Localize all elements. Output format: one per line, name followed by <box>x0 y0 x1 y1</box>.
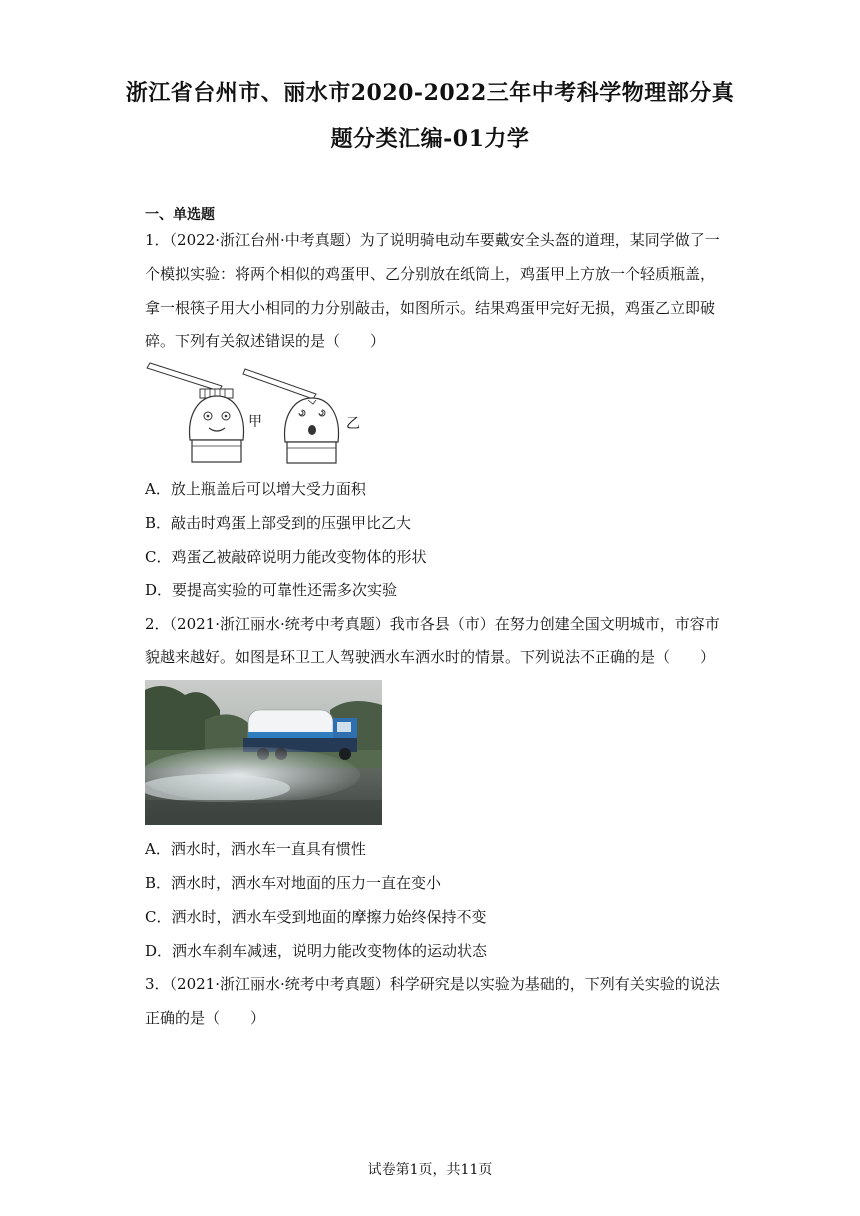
q1-text-line: 碎。下列有关叙述错误的是（ ） <box>145 332 386 350</box>
q1-option-a: A．放上瓶盖后可以增大受力面积 <box>145 480 366 498</box>
paper-tube-right <box>287 442 336 463</box>
egg-jia <box>190 396 244 440</box>
document-title-line-2: 题分类汇编-01力学 <box>330 126 530 152</box>
document-title-line-1: 浙江省台州市、丽水市2020-2022三年中考科学物理部分真 <box>125 80 735 106</box>
q1-text-line: 拿一根筷子用大小相同的力分别敲击，如图所示。结果鸡蛋甲完好无损，鸡蛋乙立即破 <box>145 299 716 317</box>
q3-text-line: 正确的是（ ） <box>145 1009 266 1027</box>
q1-text-line: 1．（2022·浙江台州·中考真题）为了说明骑电动车要戴安全头盔的道理，某同学做了一 <box>145 231 720 249</box>
q3-text-line: 3．（2021·浙江丽水·统考中考真题）科学研究是以实验为基础的，下列有关实验的说法 <box>145 975 720 993</box>
egg-experiment-figure <box>145 362 375 470</box>
egg-yi <box>285 398 339 442</box>
q2-option-a: A．洒水时，洒水车一直具有惯性 <box>145 840 366 858</box>
label-yi: 乙 <box>346 416 360 432</box>
q1-option-c: C．鸡蛋乙被敲碎说明力能改变物体的形状 <box>145 548 427 566</box>
section-heading: 一、单选题 <box>145 207 215 223</box>
q2-option-b: B．洒水时，洒水车对地面的压力一直在变小 <box>145 874 442 892</box>
q2-text-line: 貌越来越好。如图是环卫工人驾驶洒水车洒水时的情景。下列说法不正确的是（ ） <box>145 648 716 666</box>
q2-text-line: 2．（2021·浙江丽水·统考中考真题）我市各县（市）在努力创建全国文明城市，市容市 <box>145 615 720 633</box>
water-sprinkler-truck-photo <box>145 680 382 825</box>
q2-option-c: C．洒水时，洒水车受到地面的摩擦力始终保持不变 <box>145 908 487 926</box>
label-jia: 甲 <box>248 414 262 430</box>
paper-tube-left <box>192 440 241 462</box>
q2-option-d: D．洒水车刹车减速，说明力能改变物体的运动状态 <box>145 942 488 960</box>
page-footer: 试卷第1页，共11页 <box>367 1162 493 1178</box>
chopstick-right <box>243 369 316 399</box>
q1-option-d: D．要提高实验的可靠性还需多次实验 <box>145 581 398 599</box>
chopstick-left <box>147 363 222 391</box>
q1-text-line: 个模拟实验：将两个相似的鸡蛋甲、乙分别放在纸筒上，鸡蛋甲上方放一个轻质瓶盖， <box>145 265 716 283</box>
q1-option-b: B．敲击时鸡蛋上部受到的压强甲比乙大 <box>145 514 412 532</box>
